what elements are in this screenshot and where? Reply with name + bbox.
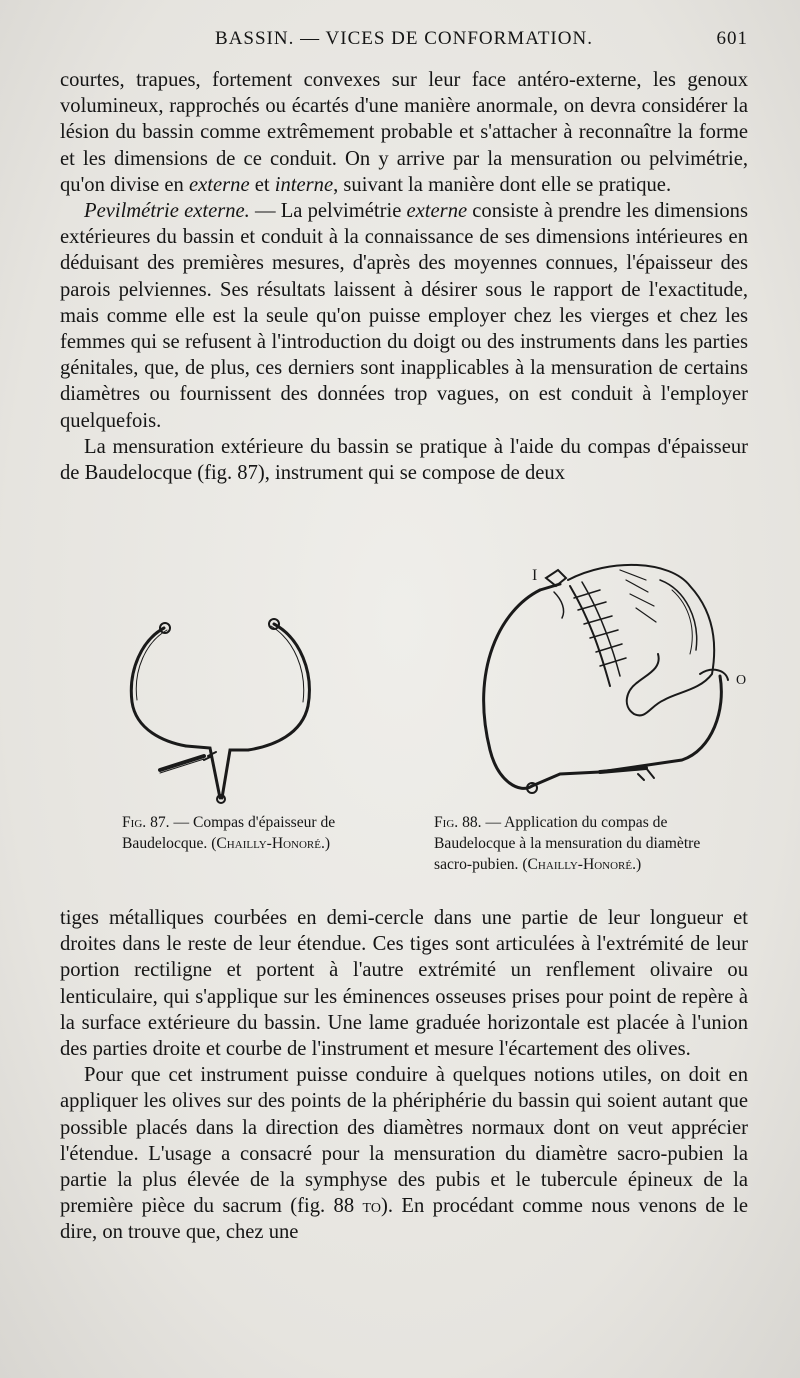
paragraph-2: [60, 198, 748, 434]
paragraph-5: [60, 1062, 748, 1245]
paragraph-1: [60, 67, 748, 198]
paragraph-5-end: ). En procédant comme nous venons de le dire, on trouve que, chez une: [60, 1195, 748, 1244]
figure-87-caption: [122, 812, 362, 854]
running-title: BASSIN. — VICES DE CONFORMATION.: [215, 28, 593, 49]
text-block-bottom: [60, 905, 748, 1246]
term-externe-2: externe: [406, 200, 468, 223]
paragraph-4: tiges métalliques courbées en demi-cercle dans une partie de leur longueur et droites dans le reste de leur étendue. Ces tiges sont articulées à l'extrémité de leur portion rectiligne et portent à l'autre extrémité un renflement olivaire ou lenticulaire, qui s'applique sur les éminences osseuses prises pour point de repère à la surface extérieure du bassin. Une lame graduée horizontale est placée à l'union des parties droite et courbe de l'instrument et mesure l'écartement des olives.: [60, 907, 748, 1061]
paragraph-2-text: consiste à prendre les dimensions extérieures du bassin et conduit à la connaissance de ses dimensions intérieures en déduisant des premières mesures, d'après des moyennes connues, l'épaisseur des parois pelviennes. Ses résultats laissent à désirer sous le rapport de l'exactitude, mais comme elle est la seule qu'on puisse employer chez les vierges et chez les femmes qui se refusent à l'introduction du doigt ou des instruments dans les parties génitales, que, de plus, ces derniers sont inapplicables à la mensuration de certains diamètres ou fournissent des données trop vagues, on est conduit à l'employer quelquefois.: [60, 200, 748, 432]
figure-88-label-o: O: [736, 673, 747, 688]
term-externe: externe: [188, 173, 250, 196]
figure-88-pelvis-illustration: [450, 550, 770, 810]
figure-88-caption: [434, 812, 734, 875]
figures-area: [60, 550, 748, 890]
figure-88-caption-author: Chailly-Honoré: [527, 856, 633, 873]
term-interne: interne: [274, 173, 334, 196]
figure-reference: to: [362, 1195, 381, 1218]
figure-88-label-i: I: [532, 567, 538, 584]
paragraph-5-text: Pour que cet instrument puisse conduire à quelques notions utiles, on doit en appliquer les olives sur des points de la phériphérie du bassin qui soient autant que possible placés dans la direction des diamètres normaux dont on veut apprécier l'étendue. L'usage a consacré pour la mensuration du diamètre sacro-pubien la partie la plus élevée de la symphyse des pubis et le tubercule épineux de la première pièce du sacrum (fig. 88: [60, 1064, 748, 1218]
figure-87-compass-illustration: [124, 610, 316, 806]
section-heading: Pevilmétrie externe.: [84, 200, 250, 223]
paragraph-2-start: — La pelvimétrie: [254, 200, 402, 223]
paragraph-3: La mensuration extérieure du bassin se pratique à l'aide du compas d'épaisseur de Baudelocque (fig. 87), instrument qui se compose de deux: [60, 435, 748, 485]
figure-87-caption-text: — Compas d'épaisseur de Baudelocque. (: [122, 814, 336, 852]
figure-87-caption-author: Chailly-Honoré: [216, 835, 321, 852]
figure-88-label: Fig. 88.: [434, 814, 482, 831]
running-head: [60, 28, 748, 56]
figure-88-caption-text: — Application du compas de Baudelocque à la mensuration du diamètre sacro-pubien. (: [434, 814, 701, 873]
paragraph-1-end: , suivant la manière dont elle se pratique.: [333, 173, 672, 196]
figure-87-caption-end: .): [320, 835, 331, 852]
figure-88-caption-end: .): [632, 856, 642, 873]
text-block-top: [60, 67, 748, 486]
page-number: 601: [716, 28, 748, 49]
paragraph-1-text: courtes, trapues, fortement convexes sur leur face antéro-externe, les genoux volumineux, rapprochés ou écartés d'une manière anormale, on devra considérer la lésion du bassin comme extrêmement probable et s'attacher à reconnaître la forme et les dimensions de ce conduit. On y arrive par la mensuration ou pelvimétrie, qu'on divise en: [60, 69, 748, 196]
conjunction-et: et: [254, 173, 270, 196]
figure-87-label: Fig. 87.: [122, 814, 170, 831]
